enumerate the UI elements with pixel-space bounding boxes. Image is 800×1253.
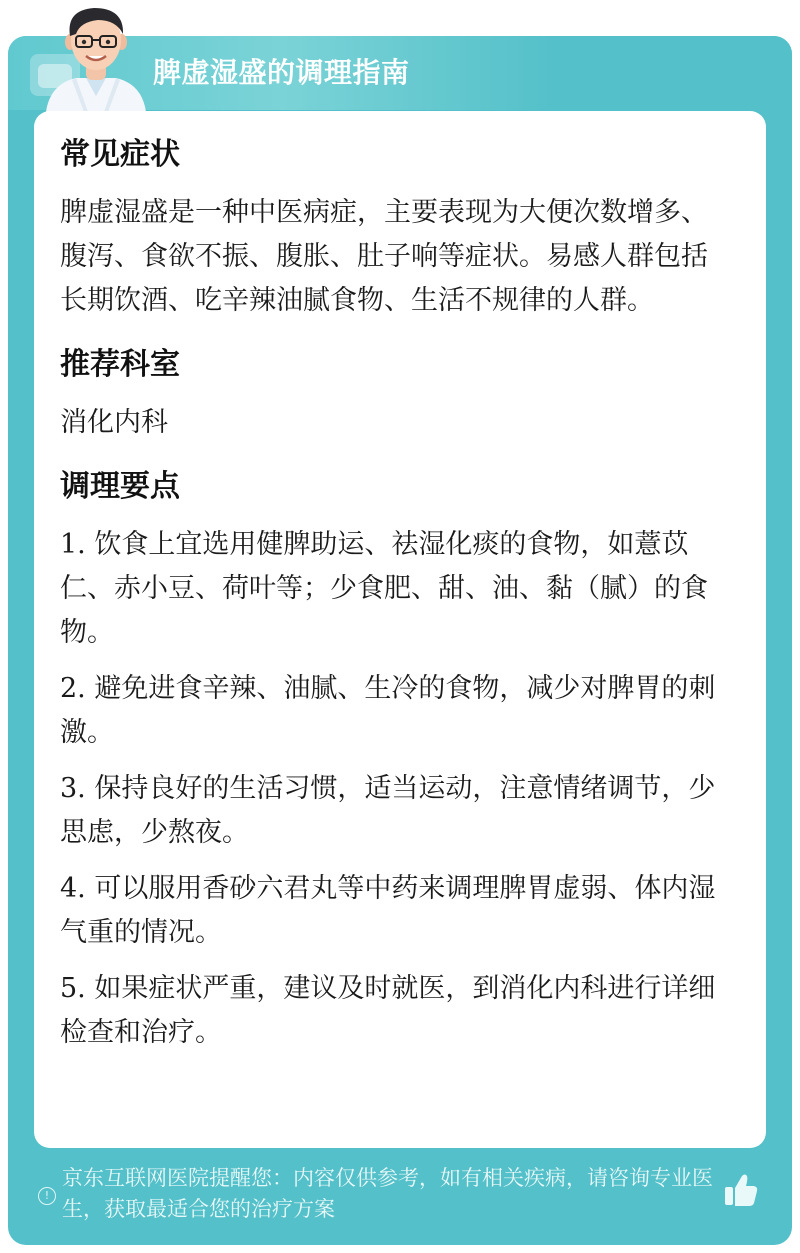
- tip-item: 3. 保持良好的生活习惯，适当运动，注意情绪调节，少思虑，少熬夜。: [60, 773, 716, 848]
- symptoms-heading: 常见症状: [60, 137, 180, 172]
- tip-item: 2. 避免进食辛辣、油腻、生冷的食物，减少对脾胃的刺激。: [60, 673, 716, 748]
- symptoms-text: 脾虚湿盛是一种中医病症，主要表现为大便次数增多、腹泻、食欲不振、腹胀、肚子响等症状。易感人群包括长期饮酒、吃辛辣油腻食物、生活不规律的人群。: [60, 197, 708, 316]
- tip-item: 5. 如果症状严重，建议及时就医，到消化内科进行详细检查和治疗。: [60, 973, 716, 1048]
- content-card: [34, 111, 766, 1148]
- footer-disclaimer: 京东互联网医院提醒您：内容仅供参考，如有相关疾病，请咨询专业医生，获取最适合您的治疗方案: [62, 1166, 713, 1221]
- tip-item: 1. 饮食上宜选用健脾助运、祛湿化痰的食物，如薏苡仁、赤小豆、荷叶等；少食肥、甜、油、黏（腻）的食物。: [60, 529, 708, 648]
- department-text: 消化内科: [60, 407, 168, 438]
- info-circle-icon: !: [38, 1187, 56, 1205]
- thumbs-up-icon[interactable]: [722, 1170, 760, 1210]
- doctor-avatar: [36, 0, 156, 112]
- tip-item: 4. 可以服用香砂六君丸等中药来调理脾胃虚弱、体内湿气重的情况。: [60, 873, 716, 948]
- tips-heading: 调理要点: [60, 469, 180, 504]
- page-title: 脾虚湿盛的调理指南: [153, 56, 410, 89]
- department-heading: 推荐科室: [60, 347, 180, 382]
- content-body: [60, 131, 732, 1067]
